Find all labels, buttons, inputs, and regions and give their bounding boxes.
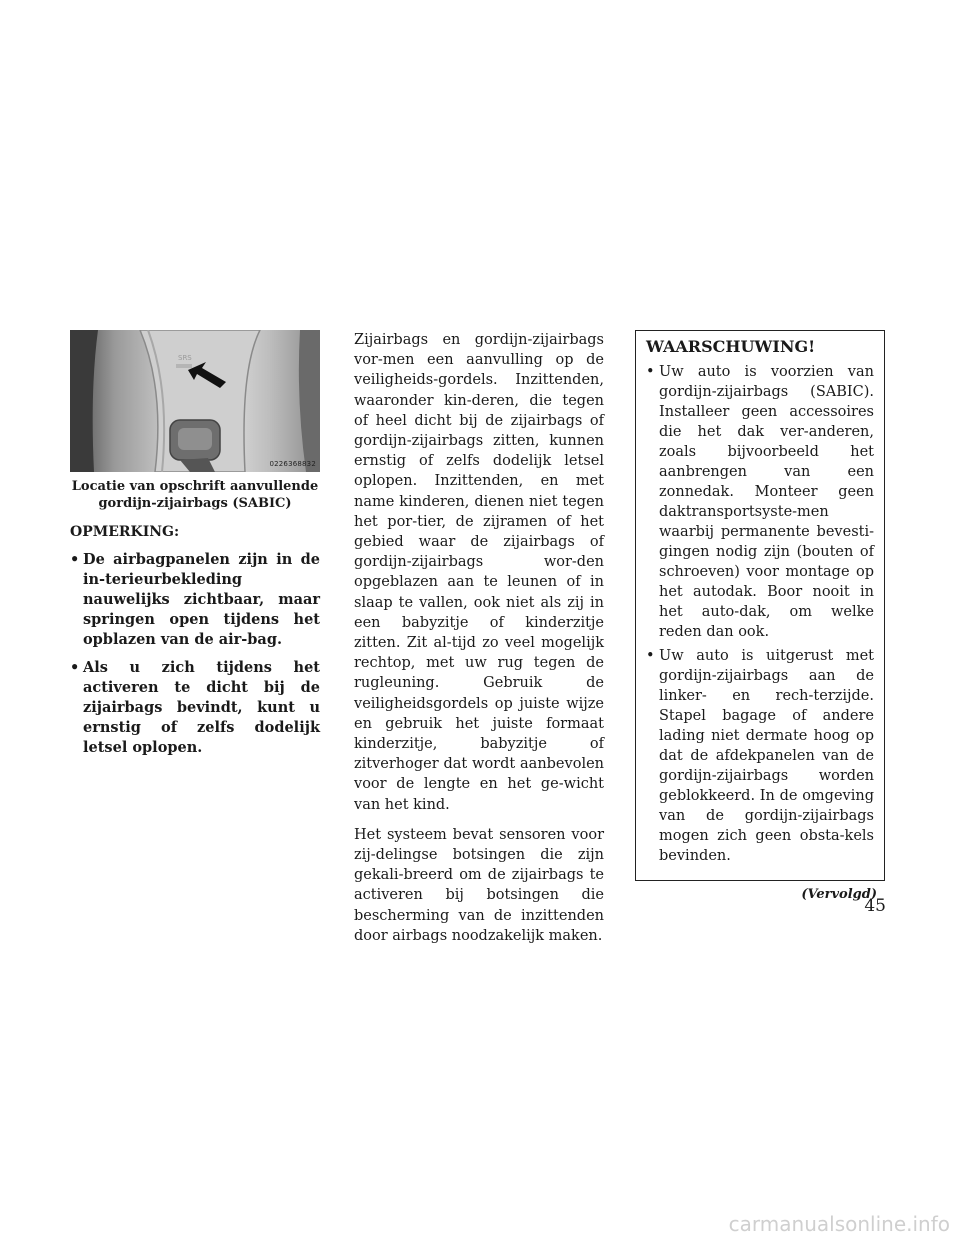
left-column: [70, 330, 320, 766]
body-paragraph: Het systeem bevat sensoren voor zij-delingse botsingen die zijn gekali-breerd om de zijairbags te activeren bij botsingen die bescherming van de inzittenden door airbags noodzakelijk maken.: [354, 826, 604, 944]
caption-line-1: Locatie van opschrift aanvullende: [71, 479, 319, 494]
sabic-label-photo: [70, 330, 320, 472]
warning-list: [646, 362, 874, 866]
warning-box: [635, 330, 885, 881]
warning-item: • Uw auto is uitgerust met gordijn-zijairbags aan de linker- en rech-terzijde. Stapel bagage of andere lading niet dermate hoog op dat de afdekpanelen van de gordijn-zijairbags worden geblokkeerd. In de omgeving van de gordijn-zijairbags mogen zich geen obsta-kels bevinden.: [646, 646, 874, 866]
page-number: 45: [864, 896, 886, 916]
warning-item: • Uw auto is voorzien van gordijn-zijairbags (SABIC). Installeer geen accessoires die het dak ver-anderen, zoals bijvoorbeeld het aanbrengen van een zonnedak. Monteer geen daktransportsyste-men waarbij permanente bevesti-gingen nodig zijn (bouten of schroeven) voor montage op het autodak. Boor nooit in het auto-dak, om welke reden dan ook.: [646, 362, 874, 642]
pillar-illustration: [70, 330, 320, 472]
figure-code: 0226368832: [269, 460, 316, 468]
note-item: • Als u zich tijdens het activeren te dicht bij de zijairbags bevindt, kunt u ernstig of zelfs dodelijk letsel oplopen.: [70, 658, 320, 758]
right-column: [635, 330, 885, 902]
warning-title: WAARSCHUWING!: [646, 337, 816, 356]
body-paragraph: Zijairbags en gordijn-zijairbags vor-men een aanvulling op de veiligheids-gordels. Inzittenden, waaronder kin-deren, die tegen of heel dicht bij de zijairbags of gordijn-zijairbags zitten, kunnen ernstig of zelfs dodelijk letsel oplopen. Inzittenden, en met name kinderen, dienen niet tegen het por-tier, de zijramen of het gebied waar de zijairbags of gordijn-zijairbags wor-den opgeblazen aan te leunen of in slaap te vallen, ook niet als zij in een babyzitje of kinderzitje zitten. Zit al-tijd zo veel mogelijk rechtop, met uw rug tegen de rugleuning. Gebruik de veiligheidsgordels op juiste wijze en gebruik het juiste formaat kinderzitje, babyzitje of zitverhoger dat wordt aanbevolen voor de lengte en het ge-wicht van het kind.: [354, 332, 604, 813]
figure-caption: [70, 478, 320, 512]
caption-line-2: gordijn-zijairbags (SABIC): [98, 496, 292, 511]
note-title: OPMERKING:: [70, 524, 180, 540]
svg-text:SRS: SRS: [178, 354, 192, 362]
watermark: carmanualsonline.info: [728, 1212, 950, 1236]
continued-label: (Vervolgd): [801, 887, 877, 902]
middle-column: [354, 330, 604, 956]
note-item: • De airbagpanelen zijn in de in-terieurbekleding nauwelijks zichtbaar, maar springen open tijdens het opblazen van de air-bag.: [70, 550, 320, 650]
note-list: [70, 550, 320, 758]
